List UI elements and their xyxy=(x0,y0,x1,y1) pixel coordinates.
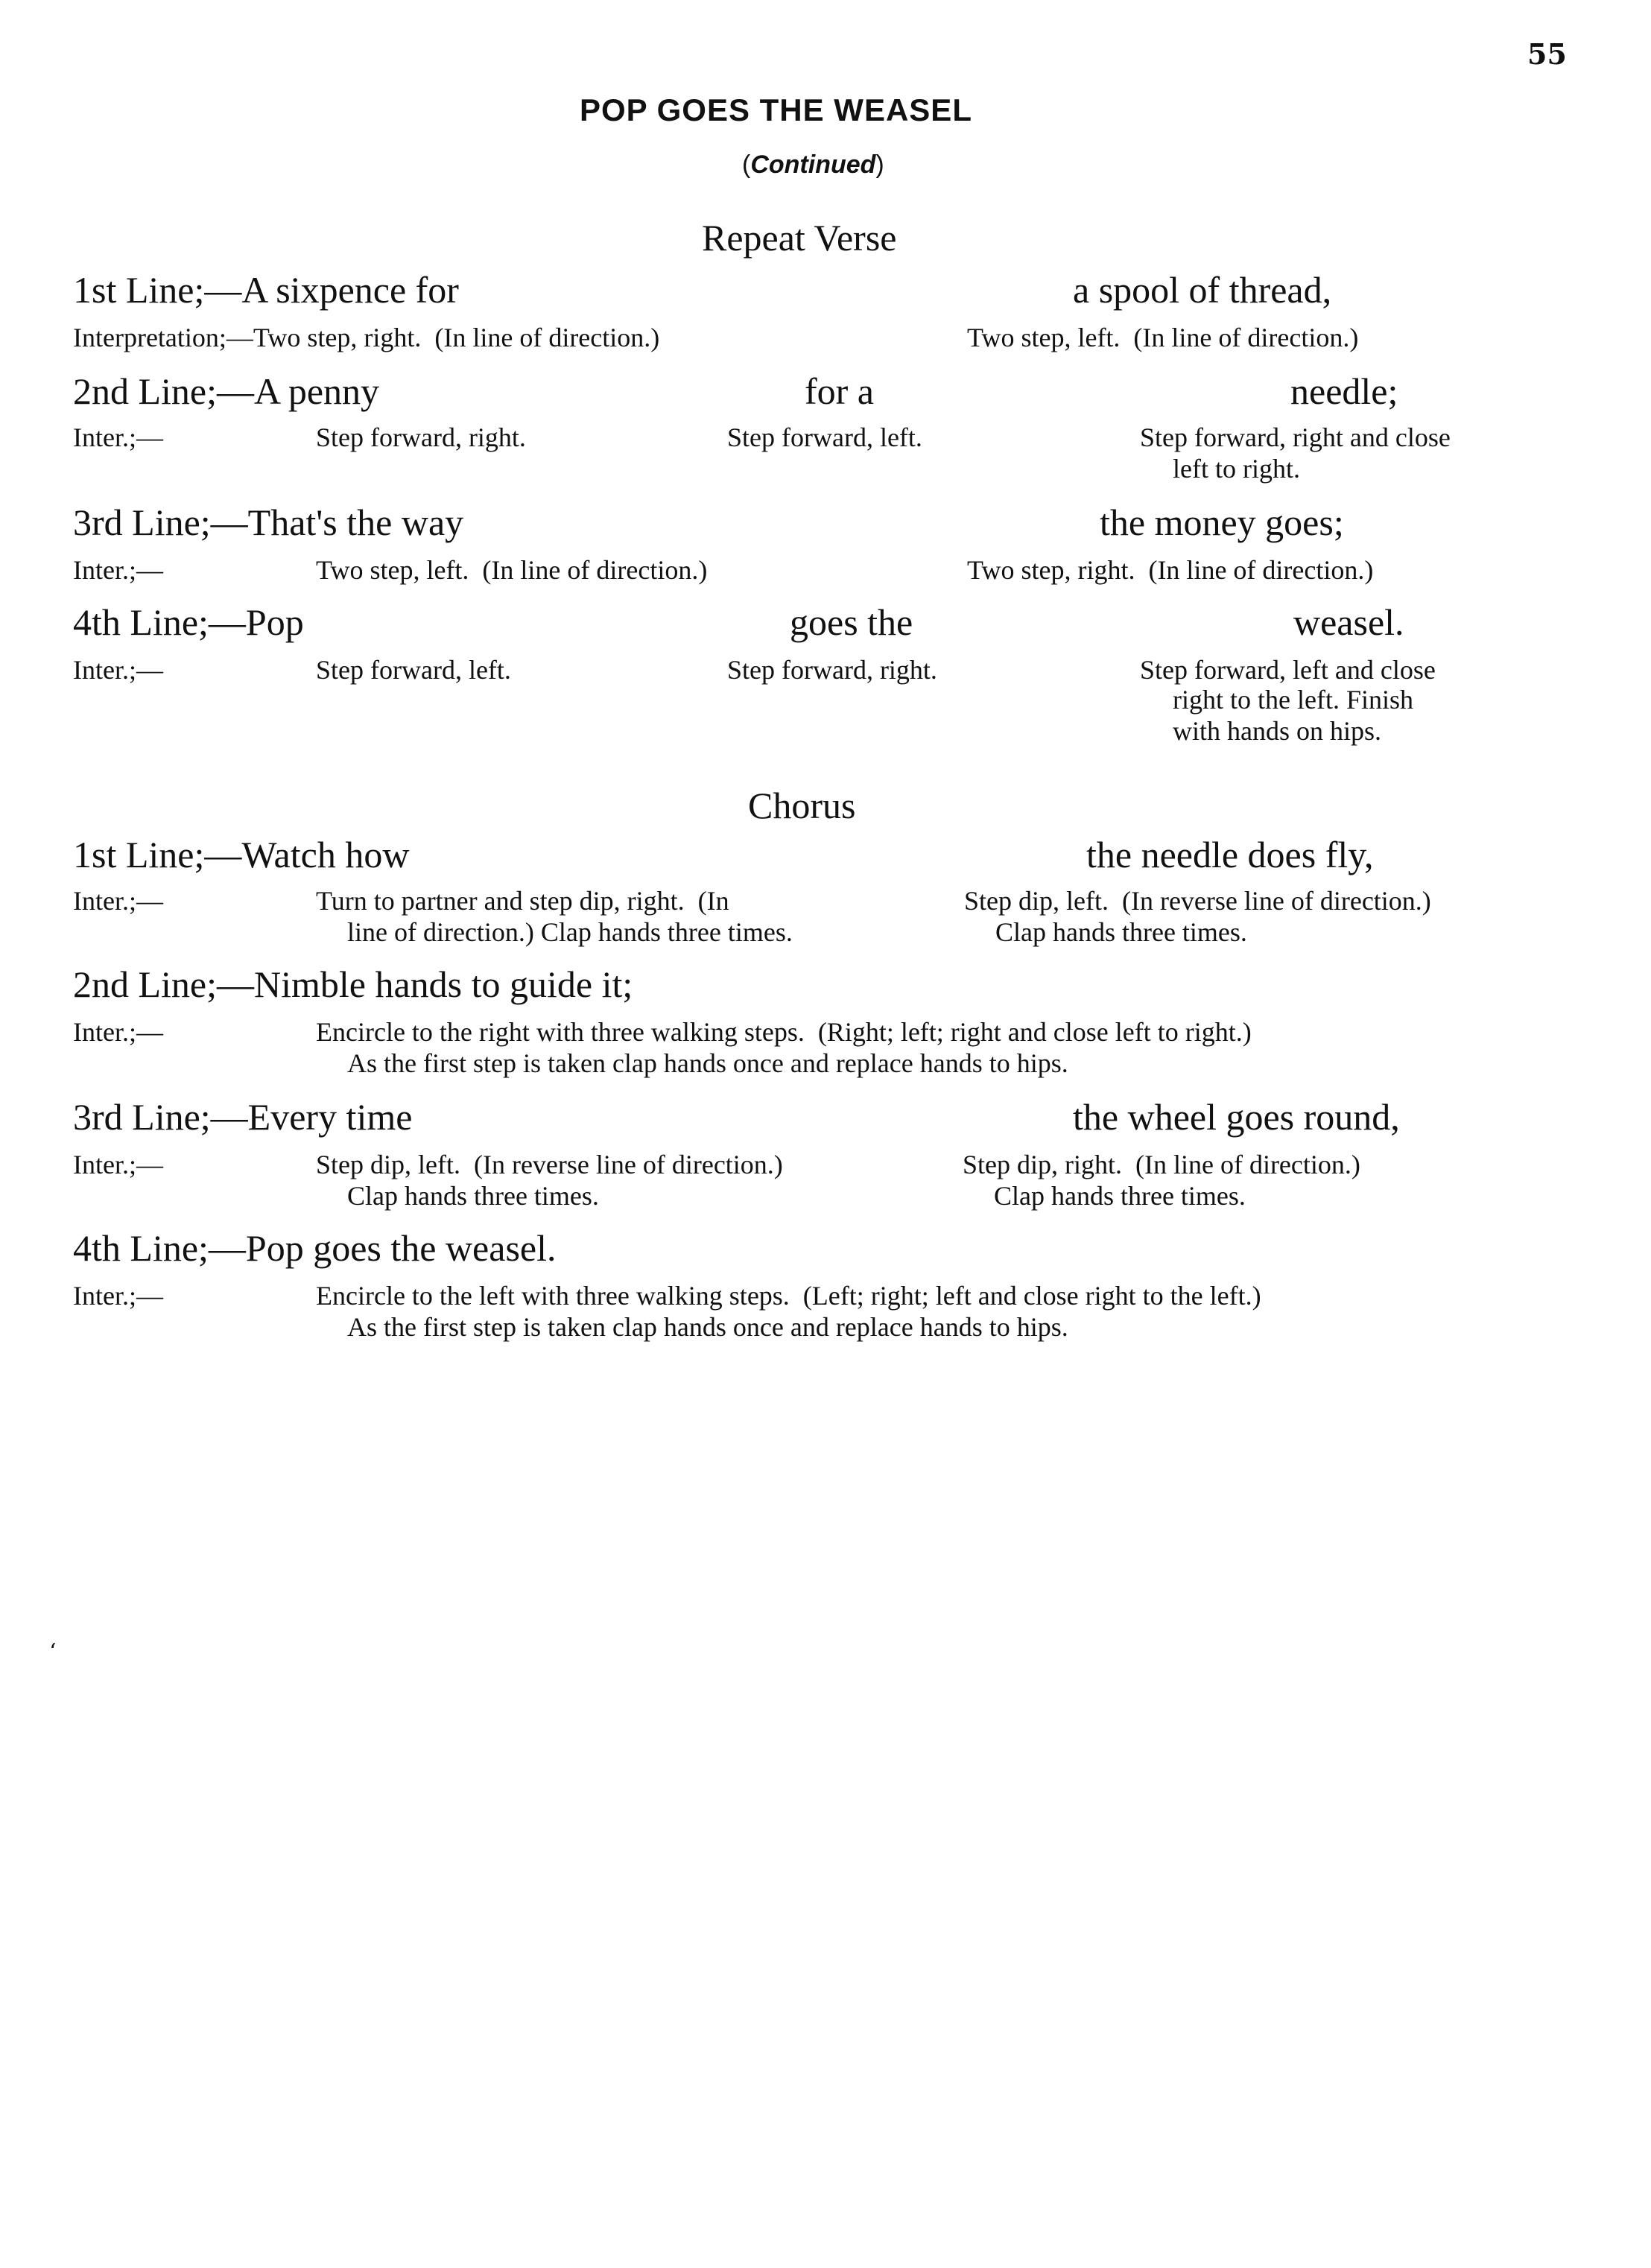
chorus-line-1-label: 1st Line;—Watch how xyxy=(73,834,410,875)
verse-line-3-inter-right: Two step, right. (In line of direction.) xyxy=(967,555,1374,585)
chorus-line-1-inter-1-cont: line of direction.) Clap hands three times. xyxy=(347,917,793,947)
chorus-line-3-inter-2-cont: Clap hands three times. xyxy=(994,1181,1246,1211)
section-heading-chorus: Chorus xyxy=(748,785,856,826)
verse-line-2-label: 2nd Line;—A penny xyxy=(73,370,380,412)
page-title: POP GOES THE WEASEL xyxy=(580,92,972,127)
verse-line-3-lyric-right: the money goes; xyxy=(1100,501,1344,543)
verse-line-3-inter-1: Two step, left. (In line of direction.) xyxy=(316,555,708,585)
verse-line-2-lyric-right: needle; xyxy=(1290,370,1398,412)
page-subtitle: (Continued) xyxy=(742,151,884,179)
page-number: 55 xyxy=(1527,37,1567,71)
chorus-line-1-inter-1: Turn to partner and step dip, right. (In xyxy=(316,886,729,916)
verse-line-4-inter-3-cont-2: with hands on hips. xyxy=(1173,716,1382,746)
verse-line-2-inter-1: Step forward, right. xyxy=(316,422,526,452)
verse-line-2-inter-3-cont: left to right. xyxy=(1173,454,1300,484)
verse-line-2-lyric-mid: for a xyxy=(805,370,874,412)
section-heading-repeat-verse: Repeat Verse xyxy=(702,217,897,259)
chorus-line-2-label: 2nd Line;—Nimble hands to guide it; xyxy=(73,963,633,1005)
verse-line-1-interpretation: Interpretation;—Two step, right. (In line of direction.) xyxy=(73,323,660,352)
chorus-line-3-inter-1: Step dip, left. (In reverse line of direction.) xyxy=(316,1150,783,1179)
verse-line-4-lyric-mid: goes the xyxy=(790,601,913,643)
chorus-line-4-label: 4th Line;—Pop goes the weasel. xyxy=(73,1227,557,1269)
verse-line-4-inter-3-cont: right to the left. Finish xyxy=(1173,685,1413,715)
verse-line-4-inter-label: Inter.;— xyxy=(73,655,163,685)
verse-line-4-inter-3: Step forward, left and close xyxy=(1140,655,1436,685)
chorus-line-1-inter-label: Inter.;— xyxy=(73,886,163,916)
verse-line-4-label: 4th Line;—Pop xyxy=(73,601,304,643)
chorus-line-2-inter-1: Encircle to the right with three walking steps. (Right; left; right and close left to right.) xyxy=(316,1017,1252,1047)
chorus-line-3-inter-label: Inter.;— xyxy=(73,1150,163,1179)
verse-line-1-lyric-right: a spool of thread, xyxy=(1073,269,1332,311)
chorus-line-2-inter-label: Inter.;— xyxy=(73,1017,163,1047)
verse-line-2-inter-3: Step forward, right and close xyxy=(1140,422,1451,452)
chorus-line-1-inter-2-cont: Clap hands three times. xyxy=(995,917,1247,947)
chorus-line-3-inter-1-cont: Clap hands three times. xyxy=(347,1181,599,1211)
chorus-line-3-lyric-right: the wheel goes round, xyxy=(1073,1096,1400,1138)
chorus-line-4-inter-1-cont: As the first step is taken clap hands once and replace hands to hips. xyxy=(347,1312,1068,1342)
chorus-line-3-inter-2: Step dip, right. (In line of direction.) xyxy=(963,1150,1360,1179)
verse-line-3-label: 3rd Line;—That's the way xyxy=(73,501,464,543)
stray-print-mark: ‘ xyxy=(49,1639,57,1665)
verse-line-3-inter-label: Inter.;— xyxy=(73,555,163,585)
verse-line-4-inter-2: Step forward, right. xyxy=(727,655,937,685)
verse-line-1-interpretation-right: Two step, left. (In line of direction.) xyxy=(967,323,1359,352)
chorus-line-4-inter-1: Encircle to the left with three walking steps. (Left; right; left and close right to the left.) xyxy=(316,1281,1261,1311)
verse-line-4-lyric-right: weasel. xyxy=(1293,601,1404,643)
chorus-line-2-inter-1-cont: As the first step is taken clap hands once and replace hands to hips. xyxy=(347,1048,1068,1078)
verse-line-4-inter-1: Step forward, left. xyxy=(316,655,511,685)
verse-line-1-label: 1st Line;—A sixpence for xyxy=(73,269,459,311)
chorus-line-4-inter-label: Inter.;— xyxy=(73,1281,163,1311)
chorus-line-3-label: 3rd Line;—Every time xyxy=(73,1096,413,1138)
verse-line-2-inter-label: Inter.;— xyxy=(73,422,163,452)
chorus-line-1-lyric-right: the needle does fly, xyxy=(1086,834,1374,875)
chorus-line-1-inter-2: Step dip, left. (In reverse line of direction.) xyxy=(964,886,1431,916)
verse-line-2-inter-2: Step forward, left. xyxy=(727,422,922,452)
